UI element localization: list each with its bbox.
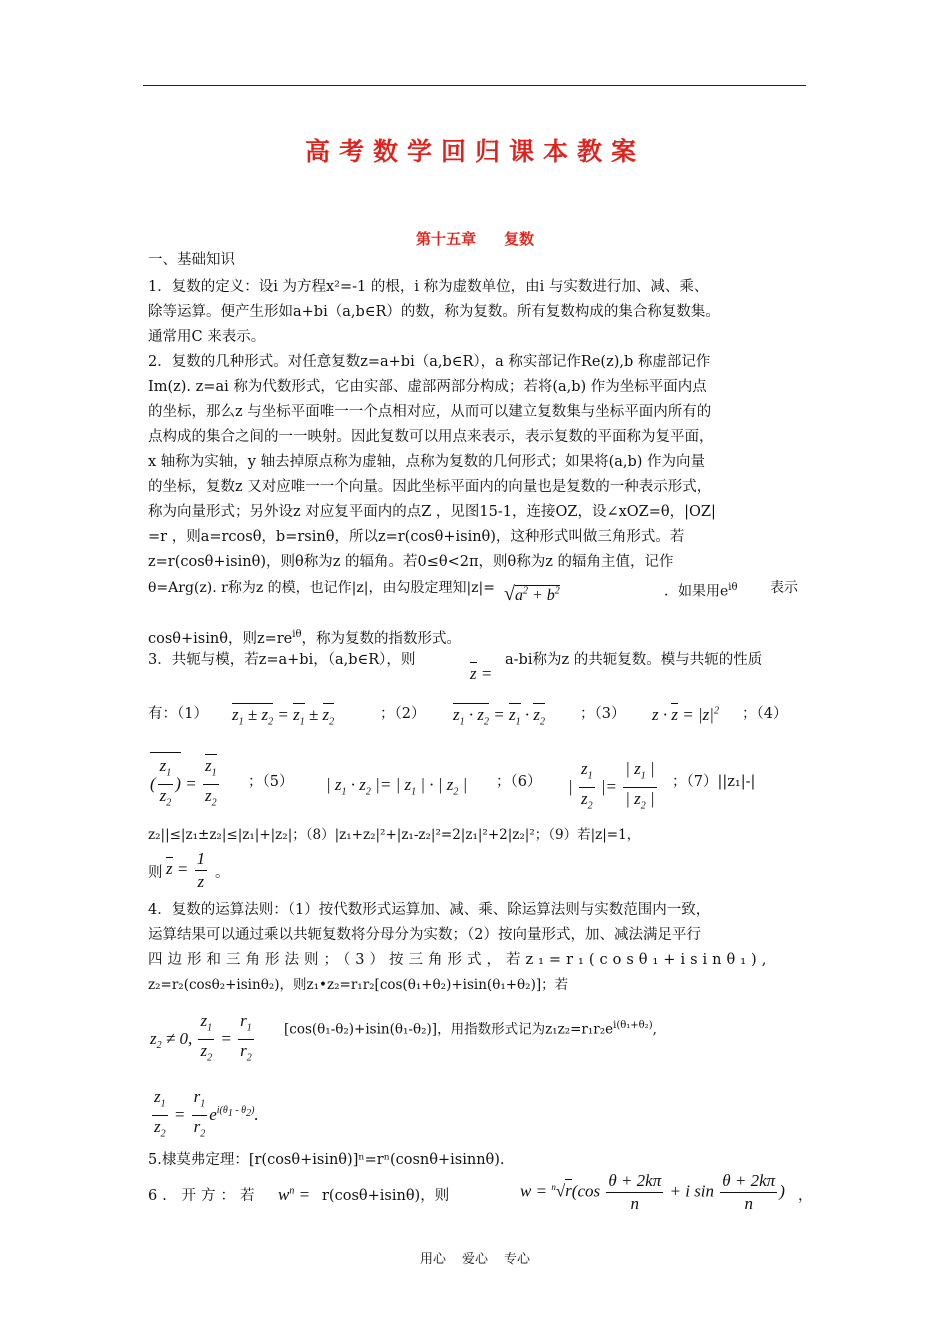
- p1-line-2: 除等运算。便产生形如a+bi（a,b∈R）的数，称为复数。所有复数构成的集合称复数集。: [148, 304, 720, 320]
- p5-line: 5.棣莫弗定理：[r(cosθ+isinθ)]ⁿ=rⁿ(cosnθ+isinnθ).: [148, 1152, 505, 1168]
- p2-line-10: θ=Arg(z). r称为z 的模，也记作|z|，由勾股定理知|z|=: [148, 580, 495, 596]
- p2-line-10c: 表示: [770, 580, 798, 596]
- footer-item: 专心: [504, 1252, 531, 1267]
- p3-intro-b: a-bi称为z 的共轭复数。模与共轭的性质: [505, 652, 763, 668]
- p4-line-5: [cos(θ₁-θ₂)+isin(θ₁-θ₂)]，用指数形式记为$z_1z_2=r_1r_2e^{i(\theta_1+\theta_2)}$,: [284, 1020, 657, 1038]
- exp-quotient: $\frac{z_1}{z_2}$ = $\frac{r_1}{r_2}$ $e^{i(\theta_1 - \theta_2)}$.: [154, 1087, 259, 1140]
- prop-4: ( $\frac{z_1}{z_2}$ ) = $\frac{z_1}{z_2}$: [150, 752, 221, 815]
- p4-line-2: 运算结果可以通过乘以共轭复数将分母分为实数；（2）按向量形式，加、减法满足平行: [148, 927, 701, 943]
- p2-line-10b: ．如果用$e^{i\theta}$: [664, 582, 738, 600]
- p3-intro-a: 3．共轭与模，若z=a+bi，（a,b∈R），则: [148, 652, 416, 668]
- p2-line-5: x 轴称为实轴，y 轴去掉原点称为虚轴，点称为复数的几何形式；如果将(a,b) 作为向量: [148, 454, 706, 470]
- p3-has: 有：（1）: [148, 706, 208, 722]
- p3-l7: ；（7）||z₁|-|: [672, 774, 756, 790]
- p2-line-7: 称为向量形式；另外设z 对应复平面内的点Z ，见图15-1，连接OZ，设∠xOZ=θ，|OZ|: [148, 504, 716, 520]
- prop-1: $z_1 \pm z_2 = z_1 \pm z_2$: [232, 705, 335, 728]
- p6-b: r(cosθ+isinθ)，则: [322, 1188, 450, 1204]
- footer-item: 用心: [419, 1252, 446, 1267]
- p2-line-1: 2．复数的几种形式。对任意复数z=a+bi（a,b∈R），a 称实部记作Re(z),b 称虚部记作: [148, 354, 711, 370]
- p2-line-6: 的坐标，复数z 又对应唯一一个向量。因此坐标平面内的向量也是复数的一种表示形式，: [148, 479, 712, 495]
- p4-line-4: z₂=r₂(cosθ₂+isinθ₂)，则z₁•z₂=r₁r₂[cos(θ₁+θ₂)+isin(θ₁+θ₂)]；若: [148, 977, 569, 993]
- p2-line-2: Im(z). z=ai 称为代数形式，它由实部、虚部两部分构成；若将(a,b) 作为坐标平面内点: [148, 379, 707, 395]
- p2-line-11: cosθ+isinθ，则$z=re^{i\theta}$，称为复数的指数形式。: [148, 629, 461, 647]
- p4-line-3: 四边形和三角形法则；（3）按三角形式，若z₁=r₁(cosθ₁+isinθ₁),: [148, 952, 772, 968]
- prop-9: z = $\frac{1}{z}$: [166, 849, 206, 891]
- w-power: $w^n$ =: [278, 1185, 311, 1204]
- prop-3: $z \cdot z = |z|^2$: [652, 705, 719, 724]
- conj-z-eq: z =: [470, 664, 493, 683]
- p3-line-3: z₂||≤|z₁±z₂|≤|z₁|+|z₂|；（8）|z₁+z₂|²+|z₁-z₂|²=2|z₁|²+2|z₂|²；（9）若|z|=1，: [148, 827, 641, 843]
- p3-l6: ；（6）: [496, 774, 542, 790]
- p6-c: ，: [798, 1188, 813, 1204]
- footer-item: 爱心: [461, 1252, 488, 1267]
- p6-a: 6. 开方：若: [148, 1188, 260, 1204]
- p3-then: 则: [148, 865, 163, 881]
- p4-line-1: 4．复数的运算法则：（1）按代数形式运算加、减、乘、除运算法则与实数范围内一致，: [148, 902, 711, 918]
- p3-end: 。: [215, 865, 230, 881]
- p2-line-8: =r ，则a=rcosθ，b=rsinθ，所以z=r(cosθ+isinθ)，这种形式叫做三角形式。若: [148, 529, 685, 545]
- chapter-number: 第十五章: [415, 230, 476, 248]
- p2-line-3: 的坐标，那么z 与坐标平面唯一一个点相对应，从而可以建立复数集与坐标平面内所有的: [148, 404, 712, 420]
- p3-l5: ；（5）: [248, 774, 294, 790]
- p1-line-3: 通常用C 来表示。: [148, 329, 266, 345]
- p1-line-1: 1．复数的定义：设i 为方程x²=-1 的根，i 称为虚数单位，由i 与实数进行加、减、乘、: [148, 279, 709, 295]
- p2-line-4: 点构成的集合之间的一一映射。因此复数可以用点来表示，表示复数的平面称为复平面，: [148, 429, 714, 445]
- nth-root-formula: w = $^n$√r(cos $\frac{\theta + 2k\pi}{n}$ + i sin $\frac{\theta + 2k\pi}{n}$ ): [520, 1171, 785, 1213]
- page-footer: [0, 1248, 950, 1267]
- quotient-condition: $z_2 \ne 0$, $\frac{z_1}{z_2}$ = $\frac{r_1}{r_2}$: [150, 1011, 252, 1064]
- chapter-heading: [0, 228, 950, 249]
- prop-2: $z_1 \cdot z_2 = z_1 \cdot z_2$: [453, 705, 545, 728]
- p3-l3: ；（3）: [580, 706, 626, 722]
- page-title: 高考数学回归课本教案: [304, 137, 645, 166]
- modulus-formula: $√a^2 + b^2$: [504, 583, 560, 605]
- p2-line-9: z=r(cosθ+isinθ)，则θ称为z 的辐角。若0≤θ<2π，则θ称为z 的辐角主值，记作: [148, 554, 674, 570]
- header-rule: [143, 85, 806, 86]
- chapter-name: 复数: [504, 230, 535, 248]
- p3-l2: ；（2）: [380, 706, 426, 722]
- p3-l4: ；（4）: [742, 706, 788, 722]
- section-heading: 一、基础知识: [148, 252, 235, 268]
- prop-6: | $\frac{z_1}{z_2}$ |= $\frac{| z_1 |}{| z_2 |}$: [568, 759, 655, 812]
- prop-5: | $z_1 \cdot z_2$ |= | $z_1$ | · | $z_2$ |: [326, 775, 468, 798]
